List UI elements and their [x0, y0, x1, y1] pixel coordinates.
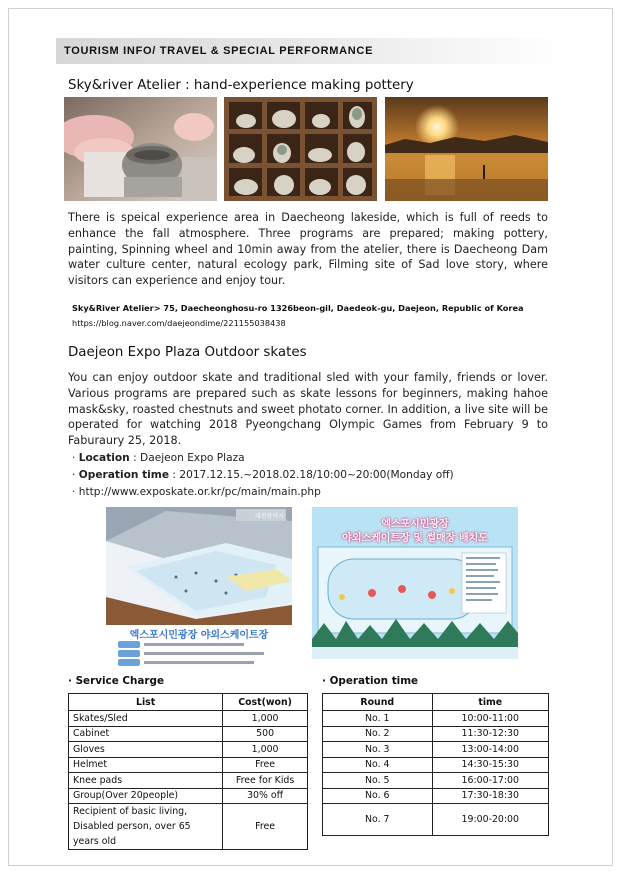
poster-title: 엑스포시민광장 야외스케이트장: [129, 630, 269, 641]
item-cost: Free: [223, 757, 308, 773]
ceramics-shelf-photo: [224, 97, 377, 201]
location-line: [72, 452, 245, 464]
location-value: : Daejeon Expo Plaza: [129, 452, 245, 464]
table-row: [323, 726, 549, 742]
pottery-making-photo: [64, 97, 217, 201]
item-name: Skates/Sled: [69, 711, 223, 727]
section1-title: Sky&river Atelier : hand-experience making pottery: [68, 78, 414, 93]
section-header-bar: [56, 38, 566, 64]
round-number: No. 7: [323, 804, 433, 836]
service-charge-table: [68, 693, 308, 850]
section2-title: Daejeon Expo Plaza Outdoor skates: [68, 345, 307, 360]
item-cost: 500: [223, 726, 308, 742]
round-time: 14:30-15:30: [432, 757, 548, 773]
table-row: [69, 711, 308, 727]
column-header: time: [432, 694, 548, 711]
round-time: 10:00-11:00: [432, 711, 548, 727]
round-time: 16:00-17:00: [432, 773, 548, 789]
table-row: [69, 788, 308, 804]
operation-time-heading: · Operation time: [322, 675, 419, 687]
operation-time-value: : 2017.12.15.~2018.02.18/10:00~20:00(Monday off): [169, 469, 454, 481]
expo-website-link[interactable]: http://www.exposkate.or.kr/pc/main/main.php: [78, 486, 321, 498]
table-row: [323, 788, 549, 804]
atelier-blog-url[interactable]: https://blog.naver.com/daejeondime/221155038438: [72, 318, 286, 328]
section2-paragraph: You can enjoy outdoor skate and traditional sled with your family, friends or lover. Various programs are prepared such as skate lessons for beginners, making hahoe mask&sky, roasted chestnuts and sweet photato corner. In addition, a live site will be operated for watching 2018 Pyeongchang Olympic Games from February 9 to Faburaury 25, 2018.: [68, 371, 548, 448]
item-name: Gloves: [69, 742, 223, 758]
item-cost: 1,000: [223, 742, 308, 758]
lake-sunset-photo: [385, 97, 548, 201]
rink-layout-map: [312, 507, 518, 659]
round-number: No. 4: [323, 757, 433, 773]
map-title-1: 엑스포시민광장: [381, 519, 449, 530]
item-cost: Free for Kids: [223, 773, 308, 789]
bullet: ·: [72, 486, 76, 498]
website-line: [72, 486, 321, 498]
service-charge-heading: · Service Charge: [68, 675, 165, 687]
table-row: [69, 773, 308, 789]
round-time: 17:30-18:30: [432, 788, 548, 804]
table-row: [323, 742, 549, 758]
bullet: ·: [72, 452, 76, 464]
round-number: No. 1: [323, 711, 433, 727]
round-time: 11:30-12:30: [432, 726, 548, 742]
item-name: Group(Over 20people): [69, 788, 223, 804]
table-row: [323, 773, 549, 789]
section1-paragraph: There is speical experience area in Daecheong lakeside, which is full of reeds to enhance the fall atmosphere. Three programs are prepared; making pottery, painting, Spinning wheel and 10min away from the atelier, there is Daecheong Dam water culture center, natural ecology park, Filming site of Sad love story, where visitors can experience and enjoy tour.: [68, 211, 548, 288]
round-time: 19:00-20:00: [432, 804, 548, 836]
operation-time-table: [322, 693, 549, 836]
table-header-row: [323, 694, 549, 711]
round-number: No. 5: [323, 773, 433, 789]
item-cost: 1,000: [223, 711, 308, 727]
table-row: [69, 757, 308, 773]
location-label: Location: [78, 452, 130, 464]
column-header: List: [69, 694, 223, 711]
atelier-address: Sky&River Atelier> 75, Daecheonghosu-ro 1326beon-gil, Daedeok-gu, Daejeon, Republic of Korea: [72, 303, 524, 313]
poster-logo: 대전광역시: [255, 513, 284, 520]
table-row: [323, 804, 549, 836]
table-row: [323, 711, 549, 727]
column-header: Cost(won): [223, 694, 308, 711]
map-title-2: 야외스케이트장 및 썰매장 배치도: [342, 533, 488, 544]
item-name: Cabinet: [69, 726, 223, 742]
table-row: [69, 742, 308, 758]
table-row: [323, 757, 549, 773]
round-number: No. 6: [323, 788, 433, 804]
operation-time-label: Operation time: [78, 469, 170, 481]
table-row: [69, 726, 308, 742]
table-header-row: [69, 694, 308, 711]
item-name: Knee pads: [69, 773, 223, 789]
table-row: [69, 804, 308, 850]
section-header-title: TOURISM INFO/ TRAVEL & SPECIAL PERFORMANCE: [64, 45, 374, 57]
item-cost: 30% off: [223, 788, 308, 804]
skate-rink-poster: [106, 507, 292, 669]
column-header: Round: [323, 694, 433, 711]
bullet: ·: [72, 469, 76, 481]
round-time: 13:00-14:00: [432, 742, 548, 758]
round-number: No. 2: [323, 726, 433, 742]
item-cost: Free: [223, 804, 308, 850]
operation-time-line: [72, 469, 454, 481]
round-number: No. 3: [323, 742, 433, 758]
item-name: Recipient of basic living, Disabled person, over 65 years old: [69, 804, 223, 850]
item-name: Helmet: [69, 757, 223, 773]
